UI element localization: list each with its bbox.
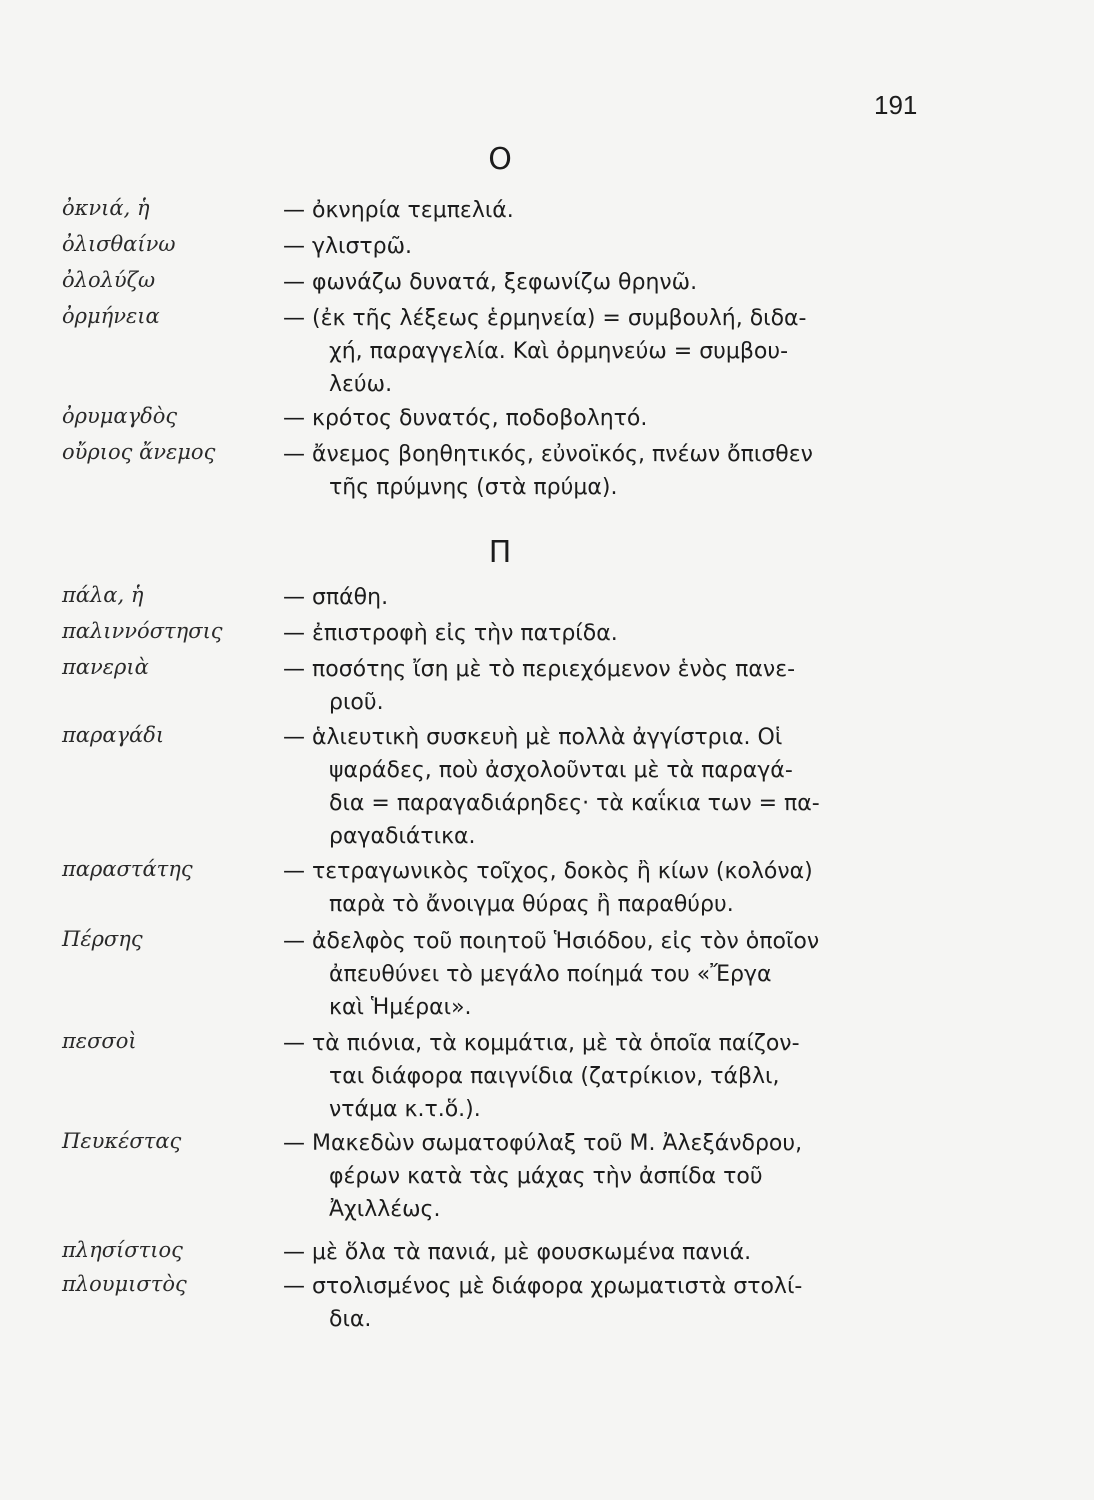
definition-line: — σπάθη.: [283, 585, 389, 610]
definition-line: — κρότος δυνατός, ποδοβολητό.: [283, 406, 648, 431]
definition-line: δια = παραγαδιάρηδες· τὰ καΐκια των = πα-: [329, 791, 820, 816]
definition-line: — Μακεδὼν σωματοφύλαξ τοῦ Μ. Ἀλεξάνδρου,: [283, 1131, 803, 1156]
entry-definition: [283, 302, 923, 401]
entry-definition: [283, 855, 923, 921]
definition-line: — τετραγωνικὸς τοῖχος, δοκὸς ἢ κίων (κολόνα): [283, 859, 813, 884]
entry-definition: [283, 194, 923, 227]
entry-definition: [283, 1027, 923, 1126]
entry-definition: [283, 1127, 923, 1226]
definition-line: — ἀδελφὸς τοῦ ποιητοῦ Ἡσιόδου, εἰς τὸν ὁποῖον: [283, 929, 820, 954]
definition-line: — γλιστρῶ.: [283, 234, 413, 259]
entry-definition: [283, 925, 923, 1024]
definition-line: ται διάφορα παιγνίδια (ζατρίκιον, τάβλι,: [329, 1064, 780, 1089]
entry-definition: [283, 1270, 923, 1336]
definition-line: παρὰ τὸ ἄνοιγμα θύρας ἢ παραθύρυ.: [329, 892, 734, 917]
definition-line: — ὀκνηρία τεμπελιά.: [283, 198, 514, 223]
definition-line: — μὲ ὅλα τὰ πανιά, μὲ φουσκωμένα πανιά.: [283, 1240, 752, 1265]
definition-line: καὶ Ἡμέραι».: [329, 995, 472, 1020]
definition-line: — (ἐκ τῆς λέξεως ἑρμηνεία) = συμβουλή, διδα-: [283, 306, 807, 331]
section-heading-pi: Π: [488, 535, 512, 570]
definition-line: — ἐπιστροφὴ εἰς τὴν πατρίδα.: [283, 621, 618, 646]
entry-definition: [283, 266, 923, 299]
definition-line: ντάμα κ.τ.ὅ.).: [329, 1097, 481, 1122]
definition-line: ριοῦ.: [329, 690, 384, 715]
definition-line: ψαράδες, ποὺ ἀσχολοῦνται μὲ τὰ παραγά-: [329, 758, 793, 783]
page-number: 191: [874, 90, 918, 120]
entry-term: ὀλολύζω: [62, 268, 156, 292]
entry-definition: [283, 1236, 923, 1269]
definition-line: ἀπευθύνει τὸ μεγάλο ποίημά του «Ἔργα: [329, 962, 772, 987]
entry-term: ὀρυμαγδὸς: [62, 404, 178, 428]
entry-definition: [283, 581, 923, 614]
section-heading-omicron: Ο: [488, 142, 512, 177]
entry-definition: [283, 653, 923, 719]
entry-term: πλουμιστὸς: [62, 1272, 187, 1296]
entry-term: ὀλισθαίνω: [62, 232, 176, 256]
definition-line: — φωνάζω δυνατά, ξεφωνίζω θρηνῶ.: [283, 270, 698, 295]
entry-term: πλησίστιος: [62, 1238, 183, 1262]
definition-line: — τὰ πιόνια, τὰ κομμάτια, μὲ τὰ ὁποῖα παίζον-: [283, 1031, 800, 1056]
entry-term: παραγάδι: [62, 723, 165, 747]
entry-term: παλιννόστησις: [62, 619, 223, 643]
entry-term: πανεριὰ: [62, 655, 149, 679]
definition-line: τῆς πρύμνης (στὰ πρύμα).: [329, 475, 618, 500]
entry-term: Πευκέστας: [62, 1129, 182, 1153]
entry-term: πεσσοὶ: [62, 1029, 137, 1053]
entry-definition: [283, 230, 923, 263]
entry-definition: [283, 721, 923, 853]
definition-line: — ἁλιευτικὴ συσκευὴ μὲ πολλὰ ἀγγίστρια. Οἱ: [283, 725, 783, 750]
entry-definition: [283, 438, 923, 504]
definition-line: φέρων κατὰ τὰς μάχας τὴν ἀσπίδα τοῦ: [329, 1164, 763, 1189]
definition-line: Ἀχιλλέως.: [329, 1197, 441, 1222]
definition-line: λεύω.: [329, 372, 393, 397]
definition-line: χή, παραγγελία. Καὶ ὀρμηνεύω = συμβου-: [329, 339, 789, 364]
entry-term: Πέρσης: [62, 927, 143, 951]
definition-line: ραγαδιάτικα.: [329, 824, 476, 849]
entry-term: οὔριος ἄνεμος: [62, 440, 216, 464]
entry-term: παραστάτης: [62, 857, 193, 881]
definition-line: — ἄνεμος βοηθητικός, εὐνοϊκός, πνέων ὄπισθεν: [283, 442, 813, 467]
definition-line: — στολισμένος μὲ διάφορα χρωματιστὰ στολί-: [283, 1274, 803, 1299]
entry-term: πάλα, ἡ: [62, 583, 144, 607]
entry-term: ὀκνιά, ἡ: [62, 196, 150, 220]
entry-definition: [283, 402, 923, 435]
entry-term: ὀρμήνεια: [62, 304, 160, 328]
definition-line: δια.: [329, 1307, 372, 1332]
entry-definition: [283, 617, 923, 650]
definition-line: — ποσότης ἴση μὲ τὸ περιεχόμενον ἑνὸς πανε-: [283, 657, 796, 682]
